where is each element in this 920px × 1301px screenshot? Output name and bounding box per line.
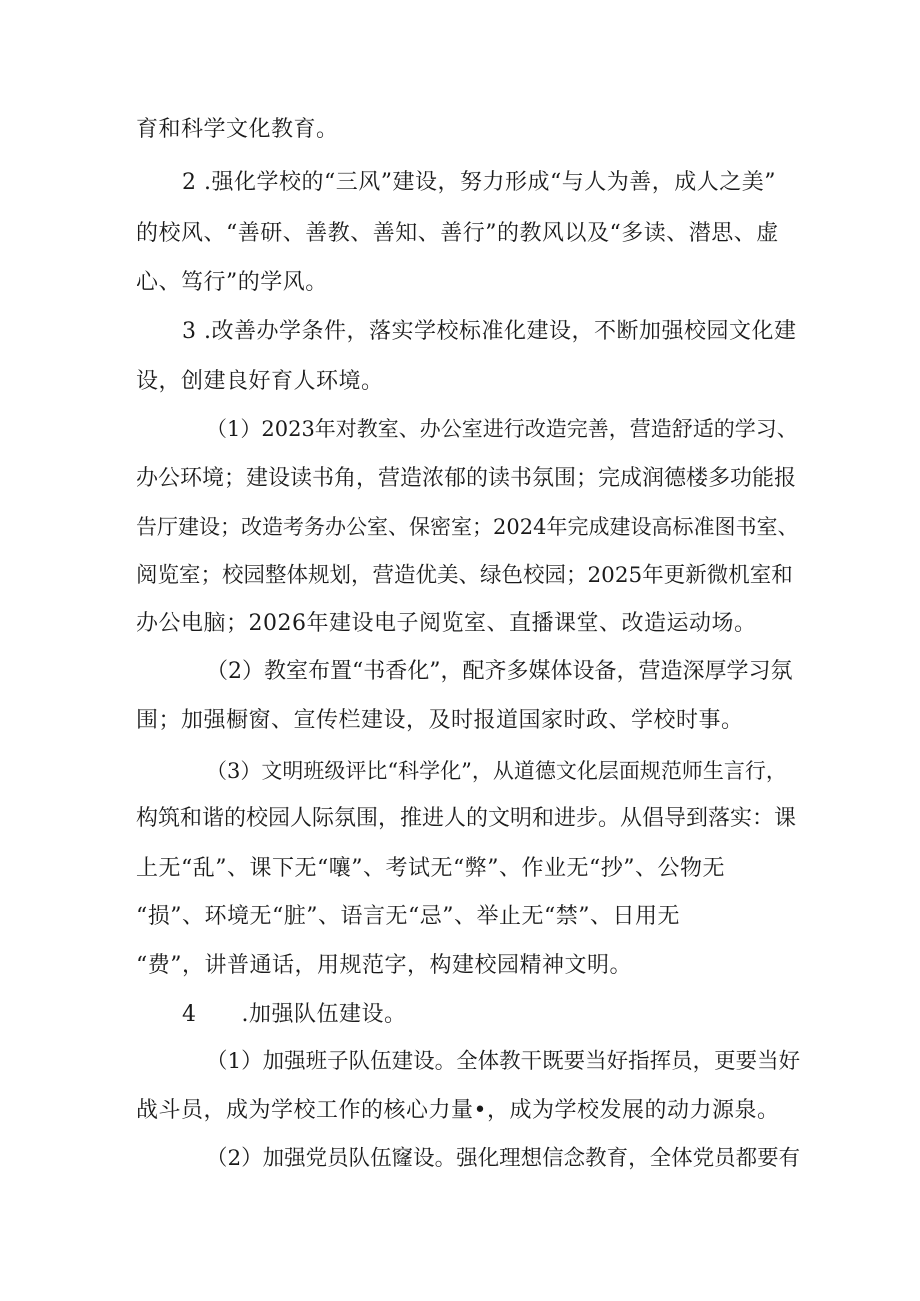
text-line: “费”，讲普通话，用规范字，构建校园精神文明。 [136,953,632,978]
text-line: 育和科学文化教育。 [136,117,339,142]
text-line: 2 .强化学校的“三风”建设，努力形成“与人为善，成人之美” [182,170,776,195]
text-line: 心、笃行”的学风。 [136,270,328,295]
text-line: （3）文明班级评比“科学化”，从道德文化层面规范师生言行， [206,759,787,783]
text-line: （2）教室布置“书香化”，配齐多媒体设备，营造深厚学习氛 [206,659,793,684]
text-line: 的校风、“善研、善教、善知、善行”的教风以及“多读、潜思、虚 [136,221,779,246]
text-line: （1）2023年对教室、办公室进行改造完善，营造舒适的学习、 [206,417,798,441]
text-line: 4 .加强队伍建设。 [182,1002,407,1027]
text-line: 办公电脑；2026年建设电子阅览室、直播课堂、改造运动场。 [136,611,757,636]
text-line: 办公环境；建设读书角，营造浓郁的读书氛围；完成润德楼多功能报 [136,466,797,491]
text-line: （1）加强班子队伍建设。全体教干既要当好指挥员，更要当好 [206,1049,801,1074]
text-line: 构筑和谐的校园人际氛围，推进人的文明和进步。从倡导到落实：课 [136,806,797,831]
text-line: （2）加强党员队伍窿设。强化理想信念教育，全体党员都要有 [206,1146,801,1171]
text-line: 设，创建良好育人环境。 [136,369,384,394]
text-line: “损”、环境无“脏”、语言无“忌”、举止无“禁”、日用无 [136,904,680,929]
text-line: 战斗员，成为学校工作的核心力量•，成为学校发展的动力源泉。 [136,1098,780,1123]
text-line: 阅览室；校园整体规划，营造优美、绿色校园；2025年更新微机室和 [136,563,793,588]
text-line: 上无“乱”、课下无“嚷”、考试无“弊”、作业无“抄”、公物无 [136,856,725,881]
text-line: 告厅建设；改造考务办公室、保密室；2024年完成建设高标准图书室、 [136,515,799,539]
text-line: 3 .改善办学条件，落实学校标准化建设，不断加强校园文化建 [182,319,797,344]
text-line: 围；加强橱窗、宣传栏建设，及时报道国家时政、学校时事。 [136,708,744,733]
